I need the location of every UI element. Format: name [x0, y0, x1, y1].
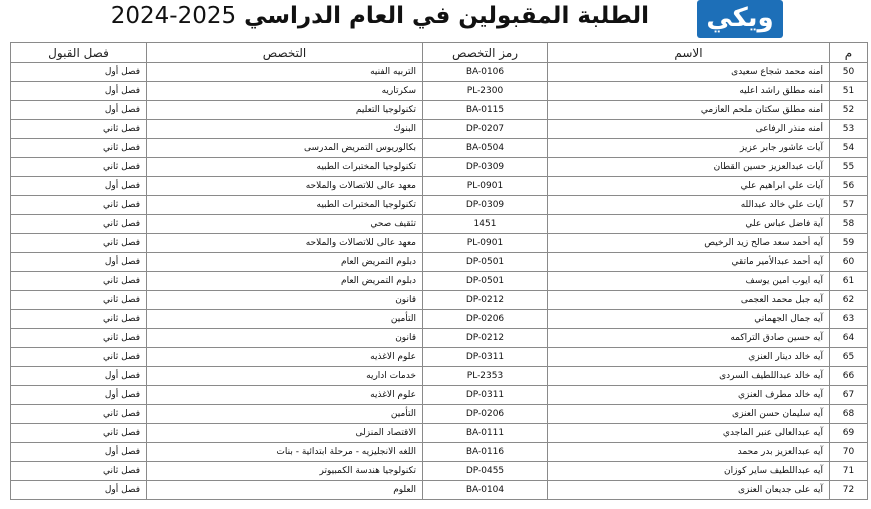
- admission-semester: فصل ثاني: [11, 158, 147, 177]
- major-name: دبلوم التمريض العام: [147, 253, 423, 272]
- table-row: [11, 329, 868, 348]
- student-name: آيه جمال الجهماني: [548, 310, 830, 329]
- student-name: آيه جبل محمد العجمى: [548, 291, 830, 310]
- admission-semester: فصل ثاني: [11, 291, 147, 310]
- row-number: 67: [830, 386, 868, 405]
- major-name: اللغه الانجليزيه - مرحلة ابتدائية - بنات: [147, 443, 423, 462]
- column-header-name: الاسم: [548, 43, 830, 63]
- row-number: 51: [830, 82, 868, 101]
- major-code: DP-0309: [423, 196, 548, 215]
- table-row: [11, 158, 868, 177]
- row-number: 66: [830, 367, 868, 386]
- major-name: تكنولوجيا هندسة الكمبيوتر: [147, 462, 423, 481]
- major-code: DP-0501: [423, 253, 548, 272]
- row-number: 71: [830, 462, 868, 481]
- student-name: آيه عبدالعالى عنبر الماجدي: [548, 424, 830, 443]
- student-name: آيه عبدالعزيز بدر محمد: [548, 443, 830, 462]
- table-row: [11, 272, 868, 291]
- admission-semester: فصل ثاني: [11, 348, 147, 367]
- row-number: 57: [830, 196, 868, 215]
- row-number: 62: [830, 291, 868, 310]
- table-row: [11, 63, 868, 82]
- row-number: 52: [830, 101, 868, 120]
- major-code: PL-0901: [423, 177, 548, 196]
- student-name: آيه عبداللطيف ساير كوزان: [548, 462, 830, 481]
- row-number: 61: [830, 272, 868, 291]
- admission-semester: فصل أول: [11, 82, 147, 101]
- major-name: تكنولوجيا المختبرات الطبيه: [147, 158, 423, 177]
- table-row: [11, 234, 868, 253]
- row-number: 63: [830, 310, 868, 329]
- admission-semester: فصل أول: [11, 63, 147, 82]
- major-name: قانون: [147, 291, 423, 310]
- page-header: [0, 0, 871, 40]
- student-name: آيات علي ابراهيم علي: [548, 177, 830, 196]
- admission-semester: فصل ثاني: [11, 329, 147, 348]
- admission-semester: فصل ثاني: [11, 120, 147, 139]
- major-code: PL-2300: [423, 82, 548, 101]
- major-code: DP-0309: [423, 158, 548, 177]
- major-code: BA-0104: [423, 481, 548, 500]
- student-name: آيات عاشور جابر عزيز: [548, 139, 830, 158]
- student-name: آيات علي خالد عبدالله: [548, 196, 830, 215]
- row-number: 64: [830, 329, 868, 348]
- student-name: آية فاضل عباس علي: [548, 215, 830, 234]
- major-code: DP-0206: [423, 310, 548, 329]
- title-text: الطلبة المقبولين في العام الدراسي: [244, 3, 649, 29]
- table-row: [11, 386, 868, 405]
- table-row: [11, 139, 868, 158]
- major-name: تكنولوجيا التعليم: [147, 101, 423, 120]
- student-name: آيه أحمد سعد صالح زيد الرخيص: [548, 234, 830, 253]
- major-name: سكرتاريه: [147, 82, 423, 101]
- major-code: DP-0311: [423, 386, 548, 405]
- major-name: دبلوم التمريض العام: [147, 272, 423, 291]
- major-code: BA-0115: [423, 101, 548, 120]
- admission-semester: فصل أول: [11, 367, 147, 386]
- student-name: أمنه مطلق راشد اعليه: [548, 82, 830, 101]
- admission-semester: فصل ثاني: [11, 272, 147, 291]
- student-name: آيه خالد مطرف العنزي: [548, 386, 830, 405]
- site-logo[interactable]: ويكي: [697, 0, 783, 38]
- admission-semester: فصل أول: [11, 481, 147, 500]
- row-number: 58: [830, 215, 868, 234]
- major-code: BA-0116: [423, 443, 548, 462]
- major-code: DP-0212: [423, 329, 548, 348]
- table-row: [11, 424, 868, 443]
- admission-semester: فصل أول: [11, 101, 147, 120]
- student-name: آيه خالد دينار العنزي: [548, 348, 830, 367]
- major-name: التربيه الفنيه: [147, 63, 423, 82]
- row-number: 72: [830, 481, 868, 500]
- major-code: BA-0111: [423, 424, 548, 443]
- column-header-admission-semester: فصل القبول: [11, 43, 147, 63]
- major-name: بكالوريوس التمريض المدرسى: [147, 139, 423, 158]
- major-name: العلوم: [147, 481, 423, 500]
- row-number: 54: [830, 139, 868, 158]
- table-row: [11, 291, 868, 310]
- table-row: [11, 462, 868, 481]
- admission-semester: فصل أول: [11, 253, 147, 272]
- major-name: البنوك: [147, 120, 423, 139]
- major-code: DP-0501: [423, 272, 548, 291]
- major-code: BA-0504: [423, 139, 548, 158]
- major-code: PL-0901: [423, 234, 548, 253]
- table-row: [11, 101, 868, 120]
- major-code: BA-0106: [423, 63, 548, 82]
- row-number: 53: [830, 120, 868, 139]
- table-row: [11, 443, 868, 462]
- admission-semester: فصل ثاني: [11, 405, 147, 424]
- student-name: آيه حسين صادق التراكمه: [548, 329, 830, 348]
- admission-semester: فصل ثاني: [11, 215, 147, 234]
- admitted-students-table: [10, 42, 868, 500]
- table-row: [11, 253, 868, 272]
- table-row: [11, 310, 868, 329]
- major-name: معهد عالى للاتصالات والملاحه: [147, 177, 423, 196]
- major-name: تثقيف صحي: [147, 215, 423, 234]
- major-code: PL-2353: [423, 367, 548, 386]
- admission-semester: فصل ثاني: [11, 196, 147, 215]
- table-row: [11, 196, 868, 215]
- row-number: 69: [830, 424, 868, 443]
- major-name: علوم الاغذيه: [147, 348, 423, 367]
- row-number: 65: [830, 348, 868, 367]
- admission-semester: فصل أول: [11, 386, 147, 405]
- table-row: [11, 120, 868, 139]
- column-header-number: م: [830, 43, 868, 63]
- row-number: 50: [830, 63, 868, 82]
- major-name: خدمات اداريه: [147, 367, 423, 386]
- major-name: الاقتصاد المنزلى: [147, 424, 423, 443]
- admission-semester: فصل ثاني: [11, 234, 147, 253]
- table-row: [11, 348, 868, 367]
- major-code: DP-0212: [423, 291, 548, 310]
- row-number: 60: [830, 253, 868, 272]
- admission-semester: فصل أول: [11, 177, 147, 196]
- major-code: DP-0455: [423, 462, 548, 481]
- row-number: 68: [830, 405, 868, 424]
- admission-semester: فصل ثاني: [11, 139, 147, 158]
- major-code: DP-0311: [423, 348, 548, 367]
- column-header-major-code: رمز التخصص: [423, 43, 548, 63]
- table-row: [11, 405, 868, 424]
- major-name: التأمين: [147, 310, 423, 329]
- major-name: قانون: [147, 329, 423, 348]
- student-name: أمنه منذر الرفاعى: [548, 120, 830, 139]
- major-code: DP-0206: [423, 405, 548, 424]
- row-number: 55: [830, 158, 868, 177]
- table-row: [11, 82, 868, 101]
- table-row: [11, 177, 868, 196]
- row-number: 59: [830, 234, 868, 253]
- student-name: آيه سليمان حسن العنزى: [548, 405, 830, 424]
- student-name: آيه على جديعان العنزى: [548, 481, 830, 500]
- student-name: آيه أحمد عبدالأمير ماتقي: [548, 253, 830, 272]
- table-row: [11, 215, 868, 234]
- admission-semester: فصل ثاني: [11, 424, 147, 443]
- table-header-row: [11, 43, 868, 63]
- student-name: أمنه محمد شجاع سعيدى: [548, 63, 830, 82]
- admission-semester: فصل أول: [11, 443, 147, 462]
- student-name: آيه خالد عبداللطيف السردى: [548, 367, 830, 386]
- admission-semester: فصل ثاني: [11, 462, 147, 481]
- table-row: [11, 481, 868, 500]
- academic-year: 2025-2024: [110, 3, 237, 29]
- major-name: علوم الاغذيه: [147, 386, 423, 405]
- major-name: معهد عالى للاتصالات والملاحه: [147, 234, 423, 253]
- row-number: 70: [830, 443, 868, 462]
- admission-semester: فصل ثاني: [11, 310, 147, 329]
- major-name: تكنولوجيا المختبرات الطبيه: [147, 196, 423, 215]
- major-code: 1451: [423, 215, 548, 234]
- row-number: 56: [830, 177, 868, 196]
- page-title: [111, 3, 649, 29]
- major-code: DP-0207: [423, 120, 548, 139]
- student-name: أمنه مطلق سكتان ملحم العازمي: [548, 101, 830, 120]
- column-header-major: التخصص: [147, 43, 423, 63]
- student-name: آيات عبدالعزيز حسين القطان: [548, 158, 830, 177]
- table-body: [11, 63, 868, 500]
- major-name: التأمين: [147, 405, 423, 424]
- student-name: آيه ايوب امين يوسف: [548, 272, 830, 291]
- table-row: [11, 367, 868, 386]
